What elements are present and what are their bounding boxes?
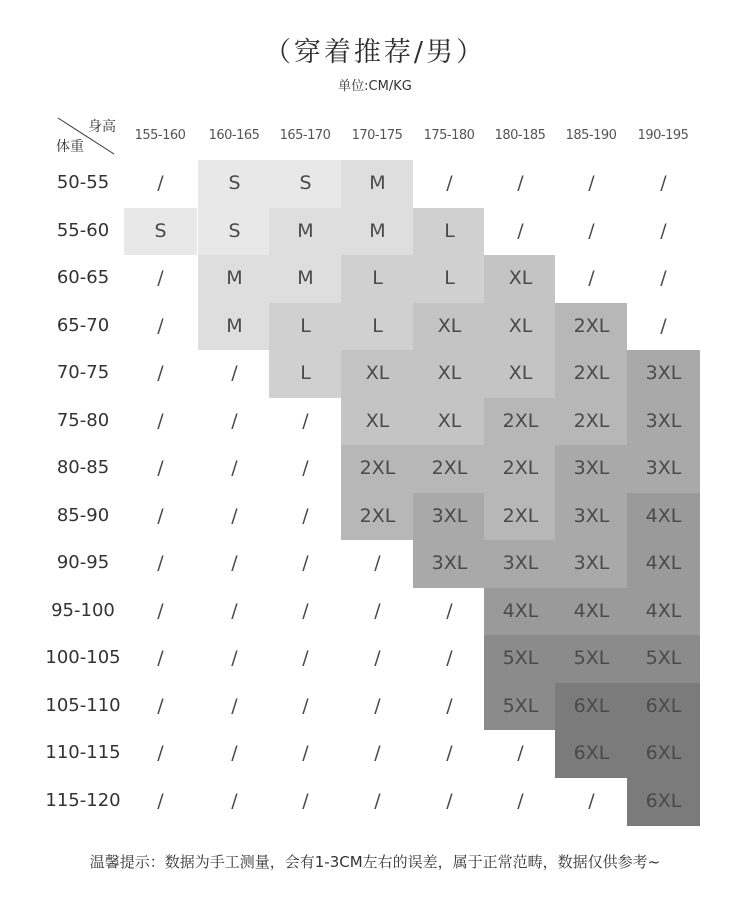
size-cell: 2XL	[484, 398, 557, 446]
size-cell: M	[198, 255, 271, 303]
size-cell: /	[198, 445, 271, 493]
size-cell: 2XL	[555, 398, 628, 446]
size-cell: /	[198, 683, 271, 731]
size-cell: 3XL	[627, 398, 700, 446]
size-cell: /	[269, 778, 342, 826]
row-header-weight: 75-80	[56, 409, 110, 431]
size-cell: 3XL	[555, 540, 628, 588]
size-cell: /	[341, 683, 414, 731]
size-cell: 6XL	[627, 683, 700, 731]
size-cell: M	[269, 208, 342, 256]
row-header-weight: 85-90	[56, 504, 110, 526]
size-cell: XL	[413, 303, 486, 351]
size-cell: /	[269, 730, 342, 778]
size-cell: 3XL	[627, 445, 700, 493]
size-cell: S	[198, 208, 271, 256]
size-cell: /	[555, 255, 628, 303]
size-cell: /	[555, 160, 628, 208]
size-cell: 2XL	[484, 445, 557, 493]
size-cell: /	[124, 303, 197, 351]
size-cell: 5XL	[484, 635, 557, 683]
size-cell: /	[341, 635, 414, 683]
size-cell: 2XL	[555, 350, 628, 398]
row-header-weight: 90-95	[56, 552, 110, 573]
size-cell: M	[341, 208, 414, 256]
size-cell: S	[124, 208, 197, 256]
column-header-height: 155-160	[134, 128, 186, 143]
column-header-height: 180-185	[494, 128, 546, 143]
size-cell: /	[198, 398, 271, 446]
column-header-height: 175-180	[423, 128, 475, 143]
size-cell: 3XL	[413, 493, 486, 541]
size-cell: /	[269, 398, 342, 446]
size-cell: /	[555, 208, 628, 256]
size-cell: /	[269, 493, 342, 541]
size-cell: L	[413, 208, 486, 256]
size-cell: L	[341, 303, 414, 351]
size-cell: /	[269, 540, 342, 588]
size-cell: /	[413, 588, 486, 636]
size-cell: /	[413, 160, 486, 208]
unit-label: 单位:CM/KG	[338, 79, 412, 94]
size-cell: XL	[484, 303, 557, 351]
size-cell: M	[341, 160, 414, 208]
size-cell: XL	[484, 350, 557, 398]
size-cell: /	[341, 588, 414, 636]
row-header-weight: 95-100	[51, 599, 115, 621]
size-cell: L	[341, 255, 414, 303]
size-cell: /	[198, 778, 271, 826]
size-cell: /	[413, 635, 486, 683]
size-cell: /	[555, 778, 628, 826]
size-cell: 4XL	[555, 588, 628, 636]
size-cell: 4XL	[627, 540, 700, 588]
row-header-weight: 70-75	[56, 362, 110, 383]
column-header-height: 190-195	[637, 128, 689, 143]
size-cell: /	[484, 730, 557, 778]
size-cell: L	[269, 350, 342, 398]
size-cell: /	[124, 493, 197, 541]
height-axis-label: 身高	[88, 119, 116, 135]
size-cell: XL	[413, 398, 486, 446]
size-cell: 3XL	[627, 350, 700, 398]
size-cell: /	[413, 778, 486, 826]
size-cell: /	[124, 160, 197, 208]
size-cell: L	[269, 303, 342, 351]
size-cell: 5XL	[555, 635, 628, 683]
page-title: （穿着推荐/男）	[263, 37, 487, 68]
size-cell: /	[484, 778, 557, 826]
size-cell: /	[124, 255, 197, 303]
size-cell: /	[198, 588, 271, 636]
weight-axis-label: 体重	[56, 139, 84, 155]
size-cell: XL	[341, 350, 414, 398]
size-cell: 3XL	[555, 493, 628, 541]
size-cell: 2XL	[341, 493, 414, 541]
size-cell: M	[198, 303, 271, 351]
size-cell: 2XL	[341, 445, 414, 493]
size-cell: /	[198, 540, 271, 588]
row-header-weight: 110-115	[45, 742, 121, 763]
size-cell: 2XL	[484, 493, 557, 541]
row-header-weight: 100-105	[45, 647, 121, 668]
footnote: 温馨提示：数据为手工测量，会有1-3CM左右的误差，属于正常范畴，数据仅供参考~	[89, 853, 661, 871]
size-cell: /	[124, 445, 197, 493]
row-header-weight: 65-70	[56, 314, 110, 336]
size-cell: /	[627, 208, 700, 256]
row-header-weight: 60-65	[56, 267, 110, 288]
size-cell: /	[124, 398, 197, 446]
size-cell: 6XL	[627, 730, 700, 778]
size-cell: /	[341, 730, 414, 778]
size-cell: 6XL	[627, 778, 700, 826]
row-header-weight: 80-85	[56, 457, 110, 478]
size-cell: L	[413, 255, 486, 303]
size-cell: /	[124, 350, 197, 398]
size-cell: 3XL	[413, 540, 486, 588]
size-cell: /	[198, 730, 271, 778]
column-header-height: 170-175	[351, 128, 403, 143]
size-cell: XL	[413, 350, 486, 398]
size-cell: /	[269, 683, 342, 731]
size-cell: /	[484, 208, 557, 256]
size-cell: /	[198, 350, 271, 398]
row-header-weight: 105-110	[45, 694, 121, 716]
size-cell: /	[124, 540, 197, 588]
size-cell: /	[627, 160, 700, 208]
size-cell: 4XL	[484, 588, 557, 636]
size-cell: 2XL	[555, 303, 628, 351]
size-cell: /	[484, 160, 557, 208]
row-header-weight: 115-120	[45, 789, 121, 811]
size-cell: /	[269, 445, 342, 493]
size-cell: /	[269, 588, 342, 636]
size-cell: 5XL	[627, 635, 700, 683]
size-cell: 6XL	[555, 683, 628, 731]
size-cell: XL	[484, 255, 557, 303]
size-cell: /	[413, 730, 486, 778]
size-cell: /	[627, 303, 700, 351]
table-corner-header	[56, 116, 116, 156]
size-cell: /	[124, 588, 197, 636]
size-cell: S	[198, 160, 271, 208]
size-cell: /	[124, 778, 197, 826]
size-cell: /	[341, 778, 414, 826]
size-cell: /	[198, 635, 271, 683]
size-cell: M	[269, 255, 342, 303]
size-cell: 4XL	[627, 588, 700, 636]
size-cell: 2XL	[413, 445, 486, 493]
size-cell: 3XL	[484, 540, 557, 588]
size-cell: 4XL	[627, 493, 700, 541]
column-header-height: 185-190	[565, 128, 617, 143]
row-header-weight: 50-55	[56, 172, 110, 193]
size-cell: /	[198, 493, 271, 541]
size-cell: /	[124, 635, 197, 683]
size-cell: 6XL	[555, 730, 628, 778]
size-cell: /	[124, 683, 197, 731]
column-header-height: 160-165	[208, 128, 260, 143]
column-header-height: 165-170	[279, 128, 331, 143]
size-cell: /	[341, 540, 414, 588]
size-cell: /	[124, 730, 197, 778]
size-cell: 3XL	[555, 445, 628, 493]
size-cell: /	[627, 255, 700, 303]
size-cell: XL	[341, 398, 414, 446]
size-cell: S	[269, 160, 342, 208]
size-cell: /	[413, 683, 486, 731]
size-cell: /	[269, 635, 342, 683]
size-cell: 5XL	[484, 683, 557, 731]
row-header-weight: 55-60	[56, 219, 110, 241]
